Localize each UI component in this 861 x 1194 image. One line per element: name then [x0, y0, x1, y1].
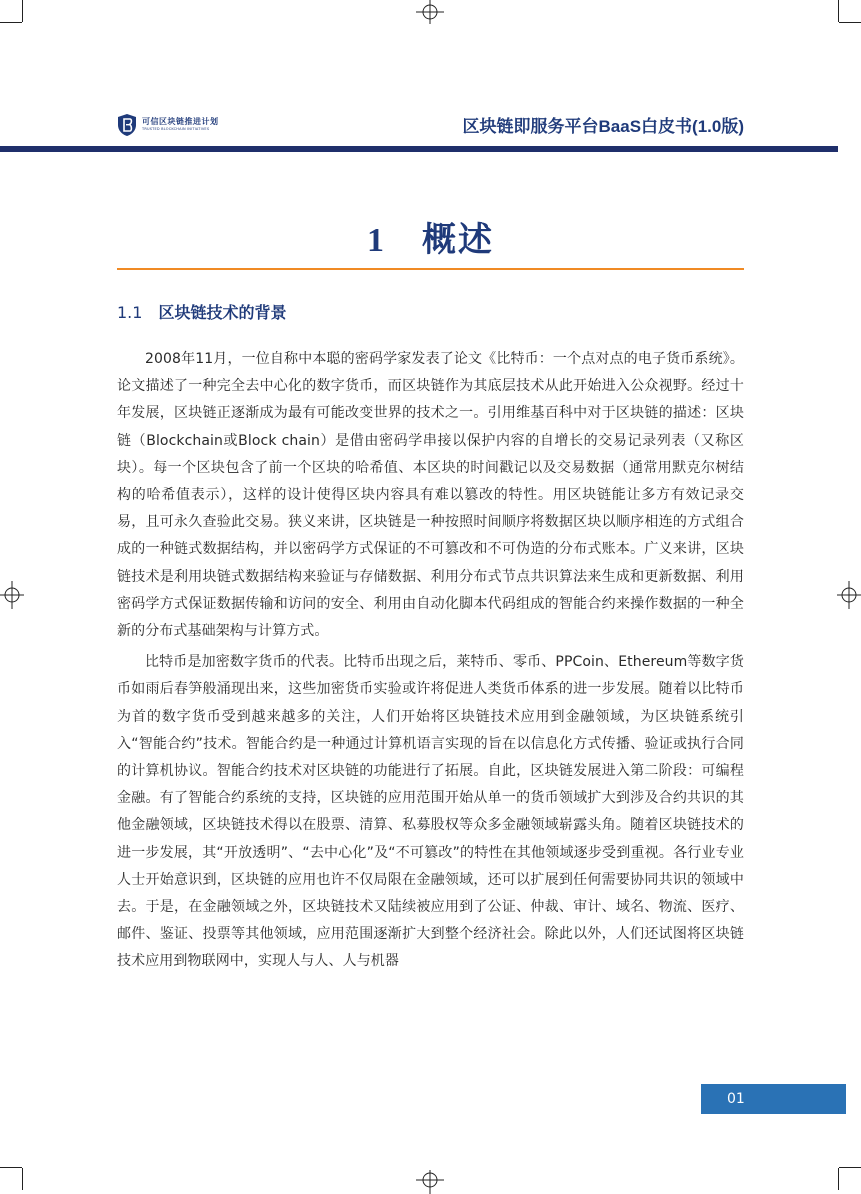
crop-mark-bottom-left-h: [0, 1167, 22, 1168]
chapter-divider: [117, 268, 744, 270]
paragraph: 2008年11月，一位自称中本聪的密码学家发表了论文《比特币：一个点对点的电子货币系统》。论文描述了一种完全去中心化的数字货币，而区块链作为其底层技术从此开始进入公众视野。经过十年发展，区块链正逐渐成为最有可能改变世界的技术之一。引用维基百科中对于区块链的描述：区块链（Blockchain或Block chain）是借由密码学串接以保护内容的自增长的交易记录列表（又称区块）。每一个区块包含了前一个区块的哈希值、本区块的时间戳记以及交易数据（通常用默克尔树结构的哈希值表示），这样的设计使得区块内容具有难以篡改的特性。用区块链能让多方有效记录交易，且可永久查验此交易。狭义来讲，区块链是一种按照时间顺序将数据区块以顺序相连的方式组合成的一种链式数据结构，并以密码学方式保证的不可篡改和不可伪造的分布式账本。广义来讲，区块链技术是利用块链式数据结构来验证与存储数据、利用分布式节点共识算法来生成和更新数据、利用密码学方式保证数据传输和访问的安全、利用由自动化脚本代码组成的智能合约来操作数据的一种全新的分布式基础架构与计算方式。: [117, 351, 744, 640]
page-number: 01: [701, 1084, 846, 1114]
shield-logo-icon: [117, 113, 137, 137]
section-title-text: 区块链技术的背景: [158, 303, 287, 322]
body-text: [117, 346, 744, 980]
crop-mark-top-left-v: [22, 0, 23, 22]
logo-name-en: TRUSTED BLOCKCHAIN INITIATIVES: [142, 127, 210, 132]
crop-mark-bottom-right-h: [839, 1167, 861, 1168]
crop-mark-top-right-h: [839, 22, 861, 23]
header-logo: [117, 112, 219, 138]
header-rule: [0, 146, 838, 152]
section-number: 1.1: [117, 303, 143, 322]
chapter-title: 1 概述: [367, 222, 494, 259]
paragraph: 比特币是加密数字货币的代表。比特币出现之后，莱特币、零币、PPCoin、Ethereum等数字货币如雨后春笋般涌现出来，这些加密货币实验或许将促进人类货币体系的进一步发展。随着以比特币为首的数字货币受到越来越多的关注，人们开始将区块链技术应用到金融领域，为区块链系统引入“智能合约”技术。智能合约是一种通过计算机语言实现的旨在以信息化方式传播、验证或执行合同的计算机协议。智能合约技术对区块链的功能进行了拓展。自此，区块链发展进入第二阶段：可编程金融。有了智能合约系统的支持，区块链的应用范围开始从单一的货币领域扩大到涉及合约共识的其他金融领域，区块链技术得以在股票、清算、私募股权等众多金融领域崭露头角。随着区块链技术的进一步发展，其“开放透明”、“去中心化”及“不可篡改”的特性在其他领域逐步受到重视。各行业专业人士开始意识到，区块链的应用也许不仅局限在金融领域，还可以扩展到任何需要协同共识的领域中去。于是，在金融领域之外，区块链技术又陆续被应用到了公证、仲裁、审计、域名、物流、医疗、邮件、鉴证、投票等其他领域，应用范围逐渐扩大到整个经济社会。除此以外，人们还试图将区块链技术应用到物联网中，实现人与人、人与机器: [117, 654, 744, 970]
crop-mark-bottom-left-v: [22, 1168, 23, 1190]
logo-name-cn: 可信区块链推进计划: [142, 117, 219, 127]
registration-mark-right-icon: [833, 581, 861, 609]
registration-mark-top-icon: [416, 0, 444, 28]
document-title: 区块链即服务平台BaaS白皮书(1.0版): [462, 117, 744, 136]
logo-text: [142, 118, 219, 132]
crop-mark-top-left-h: [0, 22, 22, 23]
crop-mark-bottom-right-v: [838, 1168, 839, 1190]
section-heading: [117, 300, 286, 323]
crop-mark-top-right-v: [838, 0, 839, 22]
registration-mark-left-icon: [0, 581, 28, 609]
